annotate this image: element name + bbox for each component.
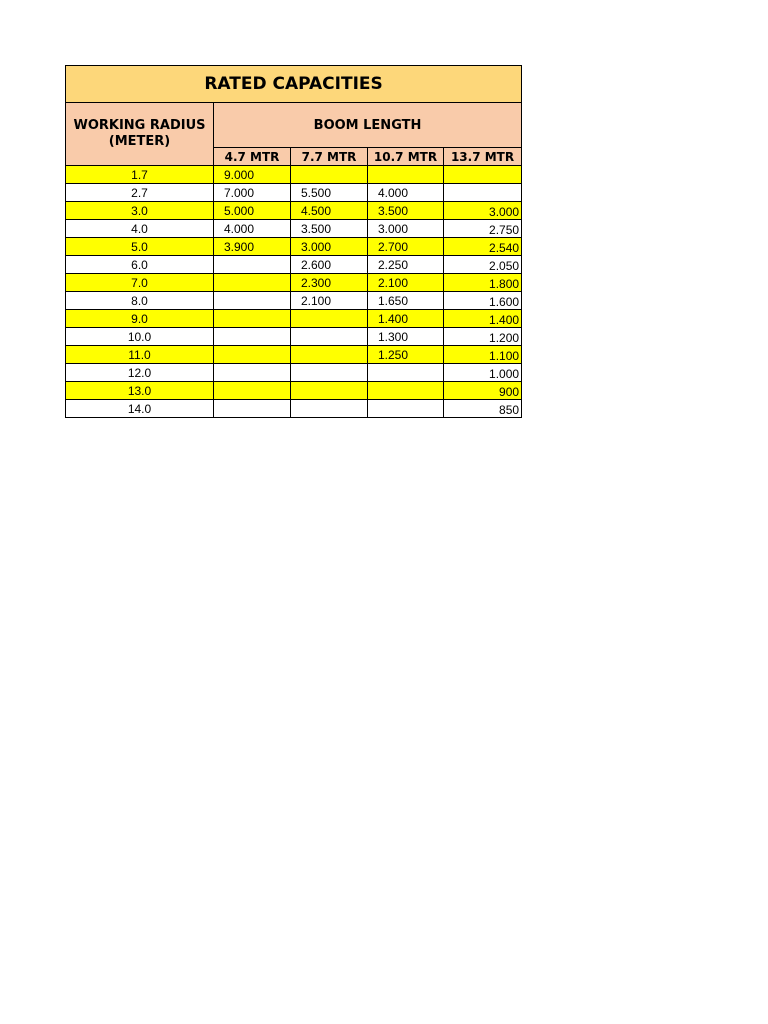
table-row bbox=[66, 256, 522, 274]
table-row bbox=[66, 220, 522, 238]
table-row bbox=[66, 364, 522, 382]
capacity-cell: 2.300 bbox=[291, 274, 368, 292]
capacity-cell: 2.600 bbox=[291, 256, 368, 274]
capacity-cell: 2.050 bbox=[444, 256, 522, 274]
capacity-cell bbox=[214, 346, 291, 364]
radius-cell: 3.0 bbox=[66, 202, 214, 220]
table-row bbox=[66, 400, 522, 418]
working-radius-label: WORKING RADIUS bbox=[73, 118, 206, 133]
table-row bbox=[66, 184, 522, 202]
column-header-13-7: 13.7 MTR bbox=[444, 148, 522, 166]
capacity-cell: 1.100 bbox=[444, 346, 522, 364]
capacity-cell bbox=[214, 292, 291, 310]
capacity-cell bbox=[214, 382, 291, 400]
capacity-cell bbox=[291, 166, 368, 184]
capacity-cell: 2.250 bbox=[368, 256, 444, 274]
table-row bbox=[66, 292, 522, 310]
capacity-cell: 1.400 bbox=[444, 310, 522, 328]
capacity-cell: 5.500 bbox=[291, 184, 368, 202]
radius-cell: 14.0 bbox=[66, 400, 214, 418]
radius-cell: 6.0 bbox=[66, 256, 214, 274]
capacity-cell: 2.100 bbox=[291, 292, 368, 310]
radius-cell: 5.0 bbox=[66, 238, 214, 256]
capacity-cell: 1.650 bbox=[368, 292, 444, 310]
table-title: RATED CAPACITIES bbox=[66, 66, 522, 103]
capacity-cell bbox=[291, 310, 368, 328]
table-row bbox=[66, 274, 522, 292]
capacity-cell: 5.000 bbox=[214, 202, 291, 220]
table-row bbox=[66, 310, 522, 328]
capacity-cell bbox=[291, 400, 368, 418]
radius-cell: 9.0 bbox=[66, 310, 214, 328]
capacity-cell: 1.200 bbox=[444, 328, 522, 346]
capacity-cell: 2.100 bbox=[368, 274, 444, 292]
capacity-cell: 1.300 bbox=[368, 328, 444, 346]
capacity-cell bbox=[214, 256, 291, 274]
capacity-cell bbox=[368, 382, 444, 400]
capacity-cell: 2.750 bbox=[444, 220, 522, 238]
capacity-cell: 2.700 bbox=[368, 238, 444, 256]
capacity-cell bbox=[214, 328, 291, 346]
table-row bbox=[66, 202, 522, 220]
table-row bbox=[66, 166, 522, 184]
capacity-cell: 1.800 bbox=[444, 274, 522, 292]
table-row bbox=[66, 382, 522, 400]
radius-cell: 8.0 bbox=[66, 292, 214, 310]
capacity-cell: 3.000 bbox=[444, 202, 522, 220]
capacity-cell bbox=[291, 382, 368, 400]
radius-cell: 11.0 bbox=[66, 346, 214, 364]
working-radius-unit: (METER) bbox=[108, 134, 171, 149]
radius-cell: 4.0 bbox=[66, 220, 214, 238]
capacity-cell: 1.600 bbox=[444, 292, 522, 310]
capacity-cell: 2.540 bbox=[444, 238, 522, 256]
radius-cell: 7.0 bbox=[66, 274, 214, 292]
capacity-cell bbox=[291, 364, 368, 382]
capacity-cell bbox=[291, 328, 368, 346]
capacity-cell: 3.500 bbox=[368, 202, 444, 220]
capacity-cell: 900 bbox=[444, 382, 522, 400]
capacity-cell: 1.250 bbox=[368, 346, 444, 364]
capacity-cell bbox=[444, 166, 522, 184]
capacity-cell: 1.000 bbox=[444, 364, 522, 382]
capacity-cell: 7.000 bbox=[214, 184, 291, 202]
rated-capacities-table bbox=[65, 65, 522, 418]
capacity-cell: 3.900 bbox=[214, 238, 291, 256]
capacity-cell bbox=[291, 346, 368, 364]
column-header-4-7: 4.7 MTR bbox=[214, 148, 291, 166]
table-row bbox=[66, 328, 522, 346]
radius-cell: 12.0 bbox=[66, 364, 214, 382]
table-row bbox=[66, 346, 522, 364]
capacity-cell bbox=[214, 400, 291, 418]
working-radius-header bbox=[66, 103, 214, 166]
column-header-7-7: 7.7 MTR bbox=[291, 148, 368, 166]
capacity-cell: 9.000 bbox=[214, 166, 291, 184]
capacity-cell: 4.000 bbox=[214, 220, 291, 238]
capacity-cell bbox=[444, 184, 522, 202]
radius-cell: 1.7 bbox=[66, 166, 214, 184]
capacity-cell: 3.000 bbox=[368, 220, 444, 238]
radius-cell: 2.7 bbox=[66, 184, 214, 202]
capacity-cell bbox=[214, 310, 291, 328]
column-header-10-7: 10.7 MTR bbox=[368, 148, 444, 166]
table-row bbox=[66, 238, 522, 256]
capacity-cell: 4.500 bbox=[291, 202, 368, 220]
capacity-cell: 3.500 bbox=[291, 220, 368, 238]
capacity-cell: 1.400 bbox=[368, 310, 444, 328]
capacity-cell bbox=[368, 364, 444, 382]
capacity-cell bbox=[368, 400, 444, 418]
boom-length-header: BOOM LENGTH bbox=[214, 103, 522, 148]
capacity-cell bbox=[214, 274, 291, 292]
capacity-cell bbox=[214, 364, 291, 382]
capacity-cell bbox=[368, 166, 444, 184]
capacity-cell: 3.000 bbox=[291, 238, 368, 256]
radius-cell: 13.0 bbox=[66, 382, 214, 400]
radius-cell: 10.0 bbox=[66, 328, 214, 346]
capacity-cell: 850 bbox=[444, 400, 522, 418]
table-body bbox=[66, 166, 522, 418]
capacity-cell: 4.000 bbox=[368, 184, 444, 202]
